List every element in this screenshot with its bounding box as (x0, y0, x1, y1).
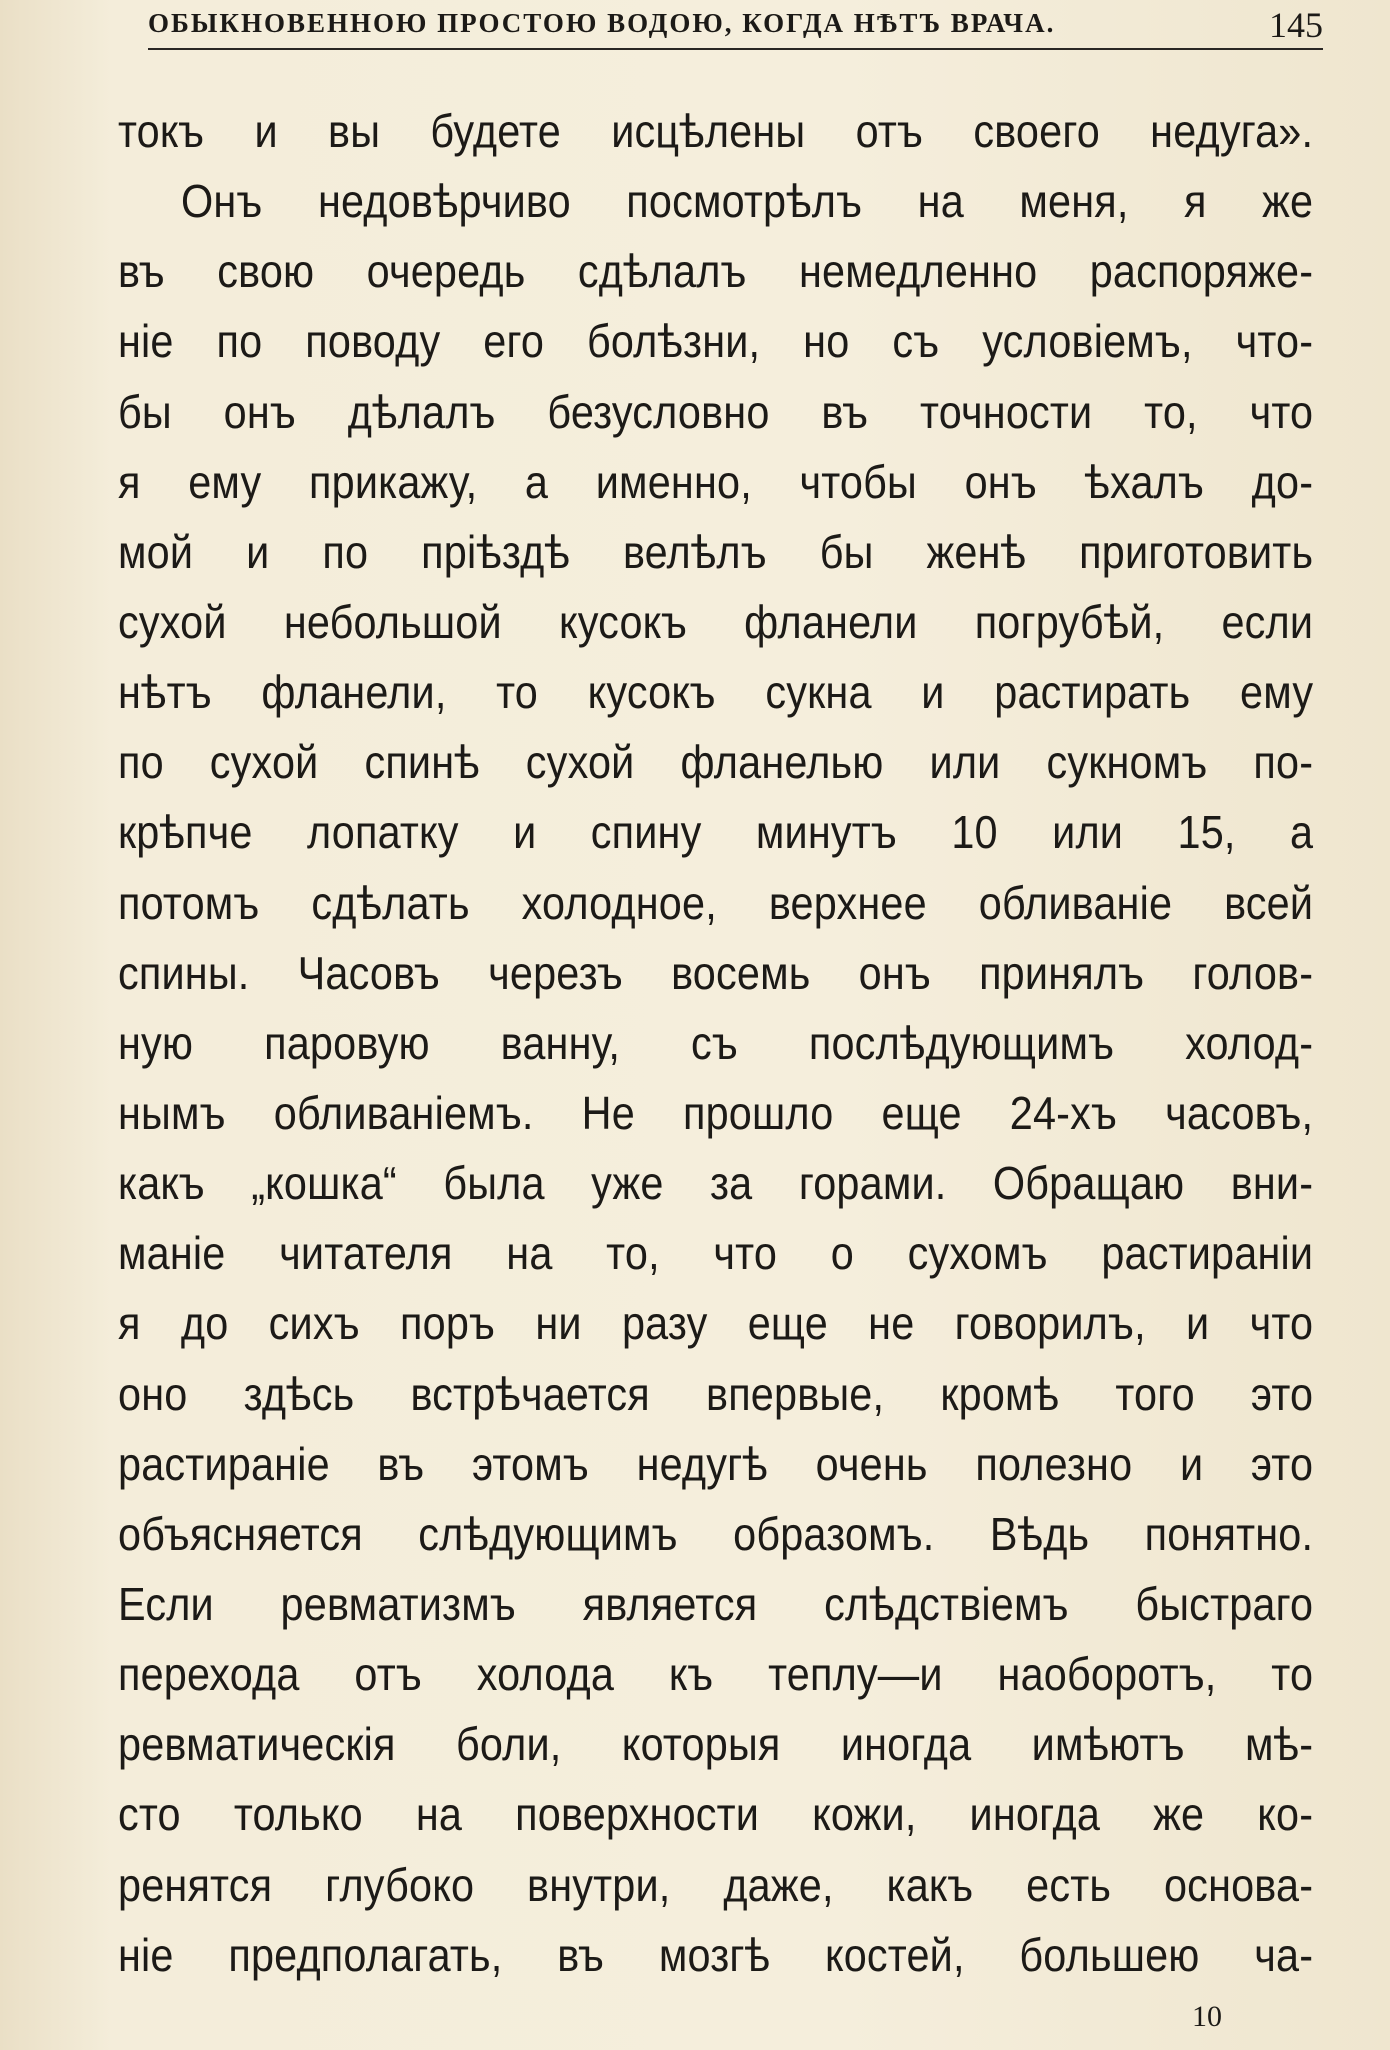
text-line: токъ и вы будете исцѣлены отъ своего недуга». (118, 105, 1314, 157)
text-line: Онъ недовѣрчиво посмотрѣлъ на меня, я же (181, 175, 1314, 228)
text-line: перехода отъ холода къ теплу—и наоборотъ, то (118, 1648, 1314, 1701)
text-line: ную паровую ванну, съ послѣдующимъ холод- (118, 1016, 1314, 1069)
text-line: Если ревматизмъ является слѣдствіемъ быстраго (118, 1577, 1314, 1630)
text-line: ніе по поводу его болѣзни, но съ условіемъ, что- (118, 315, 1314, 368)
page-number: 145 (1269, 5, 1323, 45)
text-line: по сухой спинѣ сухой фланелью или сукномъ по- (118, 736, 1314, 789)
running-head (148, 4, 1323, 50)
text-line: бы онъ дѣлалъ безусловно въ точности то, что (118, 385, 1314, 438)
text-line: крѣпче лопатку и спину минутъ 10 или 15, а (118, 806, 1314, 859)
text-line: я ему прикажу, а именно, чтобы онъ ѣхалъ до- (118, 455, 1314, 508)
text-line: мой и по пріѣздѣ велѣлъ бы женѣ приготовить (118, 525, 1314, 578)
text-line: растираніе въ этомъ недугѣ очень полезно и это (118, 1437, 1314, 1490)
text-line: сухой небольшой кусокъ фланели погрубѣй, если (118, 595, 1314, 648)
text-line: ренятся глубоко внутри, даже, какъ есть основа- (118, 1858, 1314, 1911)
text-line: потомъ сдѣлать холодное, верхнее обливаніе всей (118, 876, 1314, 929)
text-line: нымъ обливаніемъ. Не прошло еще 24-хъ часовъ, (118, 1086, 1314, 1139)
body-text (118, 96, 1313, 1990)
text-line: спины. Часовъ черезъ восемь онъ принялъ голов- (118, 946, 1314, 999)
text-line: объясняется слѣдующимъ образомъ. Вѣдь понятно. (118, 1507, 1314, 1560)
text-line: какъ „кошка“ была уже за горами. Обращаю вни- (118, 1157, 1314, 1210)
running-title: ОБЫКНОВЕННОЮ ПРОСТОЮ ВОДОЮ, КОГДА НѢТЪ ВРАЧА. (148, 8, 1056, 38)
text-line: ніе предполагать, въ мозгѣ костей, большею ча- (118, 1928, 1314, 1981)
text-line: оно здѣсь встрѣчается впервые, кромѣ того это (118, 1367, 1314, 1420)
text-line: нѣтъ фланели, то кусокъ сукна и растирать ему (118, 666, 1314, 719)
text-line: въ свою очередь сдѣлалъ немедленно распоряже- (118, 245, 1314, 298)
text-line: маніе читателя на то, что о сухомъ растираніи (118, 1227, 1314, 1280)
text-line: я до сихъ поръ ни разу еще не говорилъ, и что (118, 1297, 1314, 1350)
text-line: ревматическія боли, которыя иногда имѣютъ мѣ- (118, 1718, 1314, 1771)
text-line: сто только на поверхности кожи, иногда же ко- (118, 1788, 1314, 1841)
signature-mark: 10 (1192, 2000, 1222, 2033)
